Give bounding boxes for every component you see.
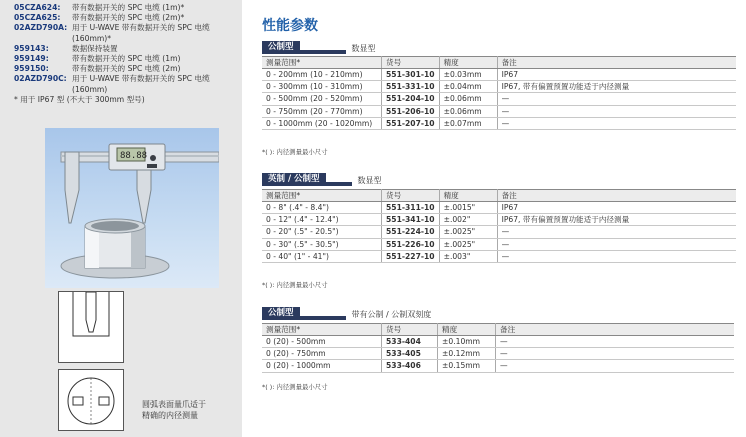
table-row bbox=[262, 105, 736, 117]
cell-range: 0 - 30" (.5" - 30.5") bbox=[262, 238, 382, 250]
table-row bbox=[262, 81, 736, 93]
table-row bbox=[262, 348, 734, 360]
accessory-item-cont bbox=[14, 85, 242, 95]
cell-code: 551-206-10 bbox=[382, 105, 440, 117]
accessory-code: 02AZD790A: bbox=[14, 23, 68, 33]
bore-section-diagram bbox=[58, 369, 124, 431]
col-header-code: 货号 bbox=[382, 57, 440, 69]
section-subtitle: 数显型 bbox=[351, 44, 376, 53]
accessory-item bbox=[14, 3, 242, 13]
cell-remarks: IP67, 带有偏置预置功能适于内径测量 bbox=[497, 81, 736, 93]
accessory-item bbox=[14, 54, 242, 64]
accessory-desc: 用于 U-WAVE 带有数据开关的 SPC 电缆 bbox=[72, 23, 210, 33]
cell-code: 551-224-10 bbox=[382, 226, 440, 238]
cell-range: 0 (20) - 750mm bbox=[262, 348, 382, 360]
svg-text:88.88: 88.88 bbox=[120, 151, 148, 161]
diagram-caption-line-2: 精确的内径测量 bbox=[142, 411, 198, 420]
cell-code: 551-331-10 bbox=[382, 81, 440, 93]
spec-table-metric bbox=[262, 56, 736, 130]
accessory-code: 959149: bbox=[14, 54, 49, 64]
cell-remarks: — bbox=[497, 226, 736, 238]
section-subtitle: 带有公制 / 公制双刻度 bbox=[351, 310, 432, 319]
table-header-row bbox=[262, 324, 734, 336]
table-row bbox=[262, 117, 736, 129]
col-header-remarks: 备注 bbox=[496, 324, 735, 336]
section-tag: 公制型 bbox=[262, 41, 300, 54]
cell-code: 551-341-10 bbox=[382, 214, 440, 226]
section-header-inch-metric bbox=[262, 173, 382, 186]
col-header-range: 测量范围* bbox=[262, 190, 382, 202]
cell-accuracy: ±0.07mm bbox=[439, 117, 497, 129]
cell-range: 0 (20) - 1000mm bbox=[262, 360, 382, 372]
accessory-desc-2: (160mm) bbox=[72, 84, 108, 94]
cell-accuracy: ±.003" bbox=[439, 250, 497, 262]
cell-remarks: — bbox=[497, 93, 736, 105]
accessory-code: 02AZD790C: bbox=[14, 74, 67, 84]
cell-remarks: — bbox=[497, 105, 736, 117]
cell-remarks: — bbox=[497, 117, 736, 129]
cell-accuracy: ±0.10mm bbox=[438, 336, 496, 348]
accessory-note: * 用于 IP67 型 (不大于 300mm 型号) bbox=[14, 94, 145, 104]
jaw-diagram bbox=[58, 291, 124, 363]
cell-range: 0 - 300mm (10 - 310mm) bbox=[262, 81, 382, 93]
cell-remarks: — bbox=[496, 348, 735, 360]
accessory-desc: 带有数据开关的 SPC 电缆 (1m)* bbox=[72, 3, 185, 12]
cell-accuracy: ±0.06mm bbox=[439, 105, 497, 117]
table-row bbox=[262, 226, 736, 238]
accessory-desc: 带有数据开关的 SPC 电缆 (2m)* bbox=[72, 13, 185, 23]
table-footnote: *( ): 内径测量最小尺寸 bbox=[262, 383, 328, 391]
cell-accuracy: ±.002" bbox=[439, 214, 497, 226]
cell-accuracy: ±0.12mm bbox=[438, 348, 496, 360]
accessory-item bbox=[14, 13, 242, 23]
cell-remarks: IP67 bbox=[497, 69, 736, 81]
page-title: 性能参数 bbox=[262, 18, 318, 34]
table-header-row bbox=[262, 57, 736, 69]
col-header-accuracy: 精度 bbox=[438, 324, 496, 336]
col-header-accuracy: 精度 bbox=[439, 57, 497, 69]
cell-code: 551-204-10 bbox=[382, 93, 440, 105]
section-header-dual-scale bbox=[262, 307, 431, 320]
cell-remarks: — bbox=[496, 360, 735, 372]
cell-code: 551-226-10 bbox=[382, 238, 440, 250]
cell-accuracy: ±0.06mm bbox=[439, 93, 497, 105]
cell-accuracy: ±.0025" bbox=[439, 226, 497, 238]
table-row bbox=[262, 202, 736, 214]
accessory-item bbox=[14, 74, 242, 84]
accessory-list bbox=[14, 3, 242, 105]
col-header-remarks: 备注 bbox=[497, 57, 736, 69]
cell-code: 551-311-10 bbox=[382, 202, 440, 214]
cell-accuracy: ±0.04mm bbox=[439, 81, 497, 93]
tag-underline bbox=[300, 50, 346, 54]
table-row bbox=[262, 214, 736, 226]
section-header-metric bbox=[262, 41, 376, 54]
cell-accuracy: ±.0025" bbox=[439, 238, 497, 250]
cell-remarks: — bbox=[497, 238, 736, 250]
table-footnote: *( ): 内径测量最小尺寸 bbox=[262, 148, 328, 156]
caliper-photo bbox=[45, 128, 219, 288]
cell-code: 551-207-10 bbox=[382, 117, 440, 129]
section-subtitle: 数显型 bbox=[357, 176, 382, 185]
cell-code: 533-405 bbox=[382, 348, 438, 360]
section-tag: 英制 / 公制型 bbox=[262, 173, 326, 186]
cell-range: 0 - 8" (.4" - 8.4") bbox=[262, 202, 382, 214]
cell-remarks: IP67, 带有偏置预置功能适于内径测量 bbox=[497, 214, 736, 226]
accessory-code: 959143: bbox=[14, 43, 49, 53]
cell-range: 0 - 1000mm (20 - 1020mm) bbox=[262, 117, 382, 129]
accessory-code: 959150: bbox=[14, 64, 49, 74]
table-row bbox=[262, 336, 734, 348]
spec-table-dual-scale bbox=[262, 323, 734, 373]
accessory-code: 05CZA625: bbox=[14, 13, 61, 23]
accessory-item bbox=[14, 23, 242, 33]
cell-range: 0 - 750mm (20 - 770mm) bbox=[262, 105, 382, 117]
accessory-code: 05CZA624: bbox=[14, 3, 61, 12]
cell-range: 0 - 20" (.5" - 20.5") bbox=[262, 226, 382, 238]
table-header-row bbox=[262, 190, 736, 202]
accessory-desc: 带有数据开关的 SPC 电缆 (2m) bbox=[72, 64, 181, 74]
cell-range: 0 (20) - 500mm bbox=[262, 336, 382, 348]
col-header-range: 测量范围* bbox=[262, 57, 382, 69]
cell-code: 533-404 bbox=[382, 336, 438, 348]
table-row bbox=[262, 250, 736, 262]
cell-range: 0 - 12" (.4" - 12.4") bbox=[262, 214, 382, 226]
cell-accuracy: ±.0015" bbox=[439, 202, 497, 214]
cell-remarks: — bbox=[496, 336, 735, 348]
cell-range: 0 - 500mm (20 - 520mm) bbox=[262, 93, 382, 105]
table-row bbox=[262, 69, 736, 81]
spec-table-inch-metric bbox=[262, 189, 736, 263]
col-header-code: 货号 bbox=[382, 324, 438, 336]
cell-range: 0 - 40" (1" - 41") bbox=[262, 250, 382, 262]
section-tag: 公制型 bbox=[262, 307, 300, 320]
accessory-item bbox=[14, 44, 242, 54]
cell-code: 551-301-10 bbox=[382, 69, 440, 81]
table-row bbox=[262, 93, 736, 105]
cell-remarks: IP67 bbox=[497, 202, 736, 214]
col-header-code: 货号 bbox=[382, 190, 440, 202]
accessory-item-cont bbox=[14, 34, 242, 44]
table-footnote: *( ): 内径测量最小尺寸 bbox=[262, 281, 328, 289]
col-header-remarks: 备注 bbox=[497, 190, 736, 202]
accessory-desc-2: (160mm)* bbox=[72, 33, 112, 43]
cell-range: 0 - 200mm (10 - 210mm) bbox=[262, 69, 382, 81]
tag-underline bbox=[326, 182, 352, 186]
diagram-caption bbox=[142, 399, 242, 421]
cell-code: 533-406 bbox=[382, 360, 438, 372]
cell-remarks: — bbox=[497, 250, 736, 262]
table-row bbox=[262, 238, 736, 250]
cell-accuracy: ±0.15mm bbox=[438, 360, 496, 372]
accessory-desc: 用于 U-WAVE 带有数据开关的 SPC 电缆 bbox=[72, 74, 210, 84]
cell-code: 551-227-10 bbox=[382, 250, 440, 262]
accessory-desc: 数据保持装置 bbox=[72, 43, 118, 53]
accessory-item bbox=[14, 64, 242, 74]
col-header-range: 测量范围* bbox=[262, 324, 382, 336]
accessory-desc: 带有数据开关的 SPC 电缆 (1m) bbox=[72, 54, 181, 64]
table-row bbox=[262, 360, 734, 372]
col-header-accuracy: 精度 bbox=[439, 190, 497, 202]
cell-accuracy: ±0.03mm bbox=[439, 69, 497, 81]
tag-underline bbox=[300, 316, 346, 320]
diagram-caption-line-1: 圆弧表面量爪适于 bbox=[142, 400, 206, 409]
